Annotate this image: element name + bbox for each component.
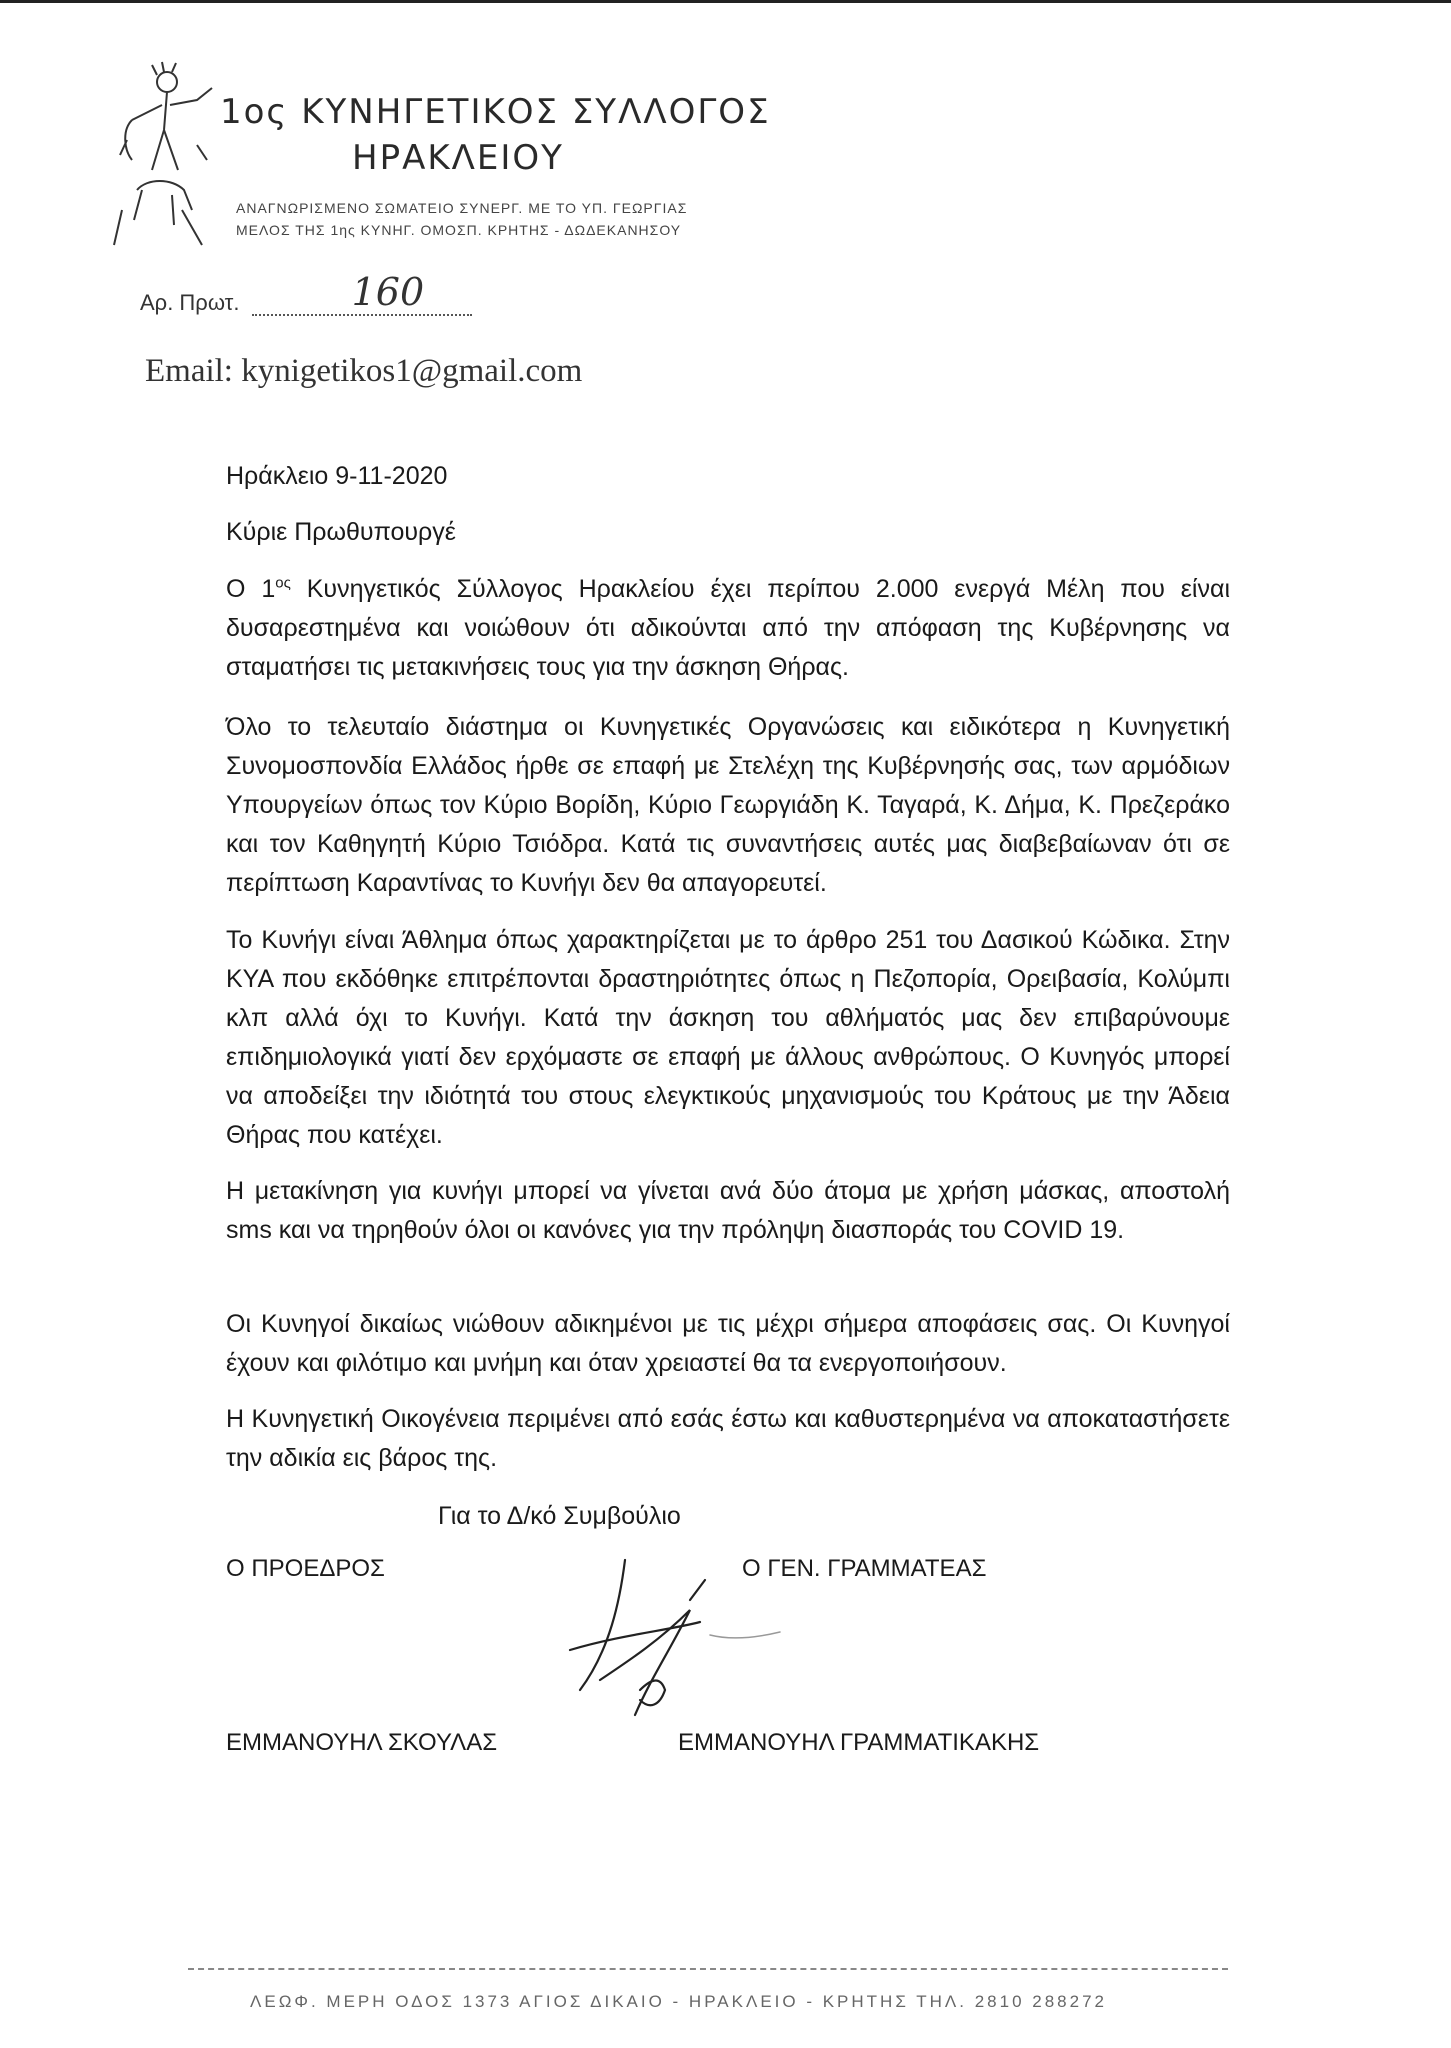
president-title: Ο ΠΡΟΕΔΡΟΣ: [226, 1555, 385, 1582]
paragraph-5: Οι Κυνηγοί δικαίως νιώθουν αδικημένοι με τις μέχρι σήμερα αποφάσεις σας. Οι Κυνηγοί έχουν και φιλότιμο και μνήμη και όταν χρειαστεί θα τα ενεργοποιήσουν.: [226, 1310, 1230, 1377]
paragraph-1-superscript: ος: [275, 574, 291, 592]
org-subtitle-line1: ΑΝΑΓΝΩΡΙΣΜΕΝΟ ΣΩΜΑΤΕΙΟ ΣΥΝΕΡΓ. ΜΕ ΤΟ ΥΠ. ΓΕΩΡΓΙΑΣ: [236, 200, 688, 216]
protocol-dotted-line: [252, 270, 472, 316]
email-line: Email: kynigetikos1@gmail.com: [145, 353, 583, 389]
paragraph-4: Η μετακίνηση για κυνήγι μπορεί να γίνεται ανά δύο άτομα με χρήση μάσκας, αποστολή sms και να τηρηθούν όλοι οι κανόνες για την πρόληψη διασποράς του COVID 19.: [226, 1177, 1230, 1244]
secretary-name: ΕΜΜΑΝΟΥΗΛ ΓΡΑΜΜΑΤΙΚΑΚΗΣ: [678, 1729, 1040, 1756]
for-board-line: Για το Δ/κό Συμβούλιο: [438, 1502, 681, 1530]
paragraph-2: Όλο το τελευταίο διάστημα οι Κυνηγετικές Οργανώσεις και ειδικότερα η Κυνηγετική Συνομοσπονδία Ελλάδος ήρθε σε επαφή με Στελέχη της Κυβέρνησής σας, των αρμόδιων Υπουργείων όπως τον Κύριο Βορίδη, Κύριο Γεωργιάδη Κ. Ταγαρά, Κ. Δήμα, Κ. Πρεζεράκο και τον Καθηγητή Κύριο Τσιόδρα. Κατά τις συναντήσεις αυτές μας διαβεβαίωναν ότι σε περίπτωση Καραντίνας το Κυνήγι δεν θα απαγορευτεί.: [226, 713, 1230, 897]
president-name: ΕΜΜΑΝΟΥΗΛ ΣΚΟΥΛΑΣ: [226, 1729, 498, 1756]
secretary-title: Ο ΓΕΝ. ΓΡΑΜΜΑΤΕΑΣ: [742, 1555, 987, 1582]
letter-date: Ηράκλειο 9-11-2020: [226, 462, 448, 490]
paragraph-1-start: Ο 1: [226, 575, 276, 603]
paragraph-3: Το Κυνήγι είναι Άθλημα όπως χαρακτηρίζεται με το άρθρο 251 του Δασικού Κώδικα. Στην ΚΥΑ που εκδόθηκε επιτρέπονται δραστηριότητες όπως η Πεζοπορία, Ορειβασία, Κολύμπι κλπ αλλά όχι το Κυνήγι. Κατά την άσκηση του αθλήματός μας δεν επιβαρύνουμε επιδημιολογικά γιατί δεν ερχόμαστε σε επαφή με άλλους ανθρώπους. Ο Κυνηγός μπορεί να αποδείξει την ιδιότητά του στους ελεγκτικούς μηχανισμούς του Κράτους με την Άδεια Θήρας που κατέχει.: [226, 926, 1230, 1149]
paragraph-6: Η Κυνηγετική Οικογένεια περιμένει από εσάς έστω και καθυστερημένα να αποκαταστήσετε την αδικία εις βάρος της.: [226, 1405, 1230, 1472]
org-name-line2: ΗΡΑΚΛΕΙΟΥ: [352, 138, 564, 178]
footer-divider: [188, 1968, 1228, 1970]
protocol-label: Αρ. Πρωτ.: [140, 290, 240, 315]
hunter-logo-icon: [112, 60, 222, 250]
paragraph-1: [226, 570, 1230, 687]
org-subtitle-line2: ΜΕΛΟΣ ΤΗΣ 1ης ΚΥΝΗΓ. ΟΜΟΣΠ. ΚΡΗΤΗΣ - ΔΩΔΕΚΑΝΗΣΟΥ: [236, 222, 682, 238]
org-name-line1: 1ος ΚΥΝΗΓΕΤΙΚΟΣ ΣΥΛΛΟΓΟΣ: [220, 92, 771, 132]
footer-address: ΛΕΩΦ. ΜΕΡΗ ΟΔΟΣ 1373 ΑΓΙΟΣ ΔΙΚΑΙΟ - ΗΡΑΚΛΕΙΟ - ΚΡΗΤΗΣ ΤΗΛ. 2810 288272: [250, 1992, 1107, 2011]
paragraph-1-rest: Κυνηγετικός Σύλλογος Ηρακλείου έχει περίπου 2.000 ενεργά Μέλη που είναι δυσαρεστημένα και νοιώθουν ότι αδικούνται από την απόφαση της Κυβέρνησης να σταματήσει τις μετακινήσεις τους για την άσκηση Θήρας.: [226, 575, 1230, 681]
letter-salutation: Κύριε Πρωθυπουργέ: [226, 518, 456, 546]
signature-icon: [540, 1540, 800, 1760]
top-border: [0, 0, 1451, 3]
protocol-field: [140, 270, 472, 316]
protocol-number: 160: [351, 270, 425, 314]
